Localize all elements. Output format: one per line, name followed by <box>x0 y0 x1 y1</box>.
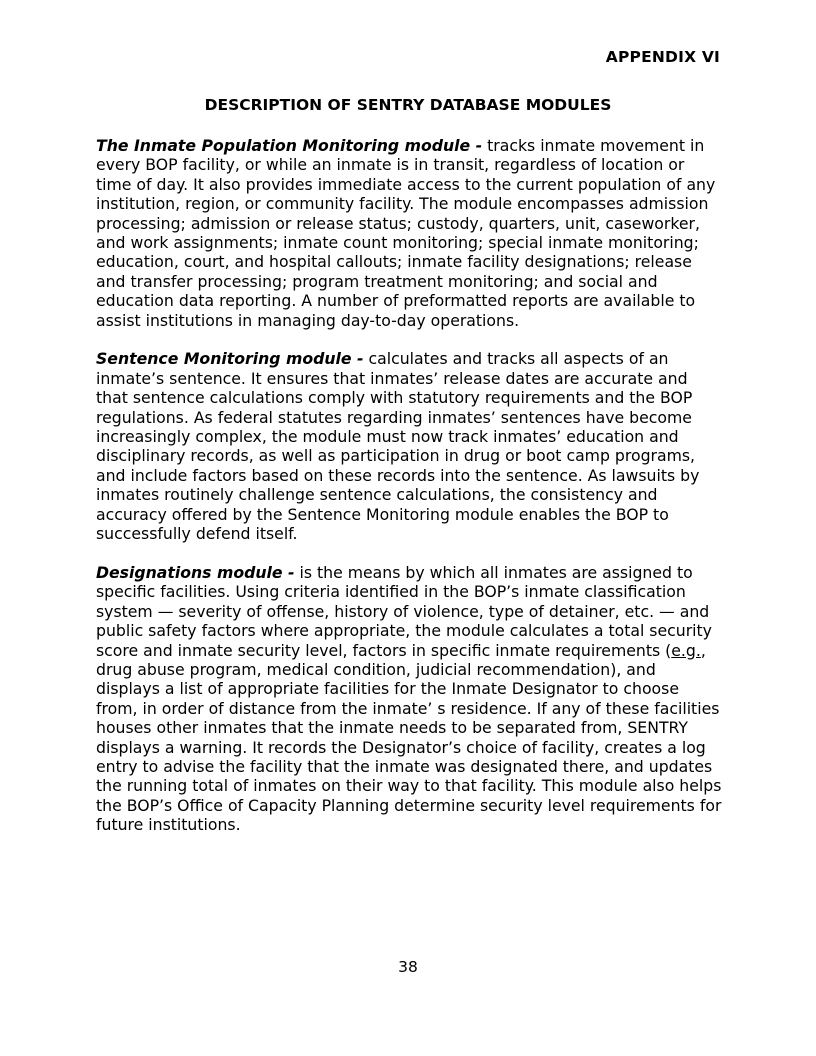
paragraph-inmate-population-monitoring <box>96 136 722 330</box>
paragraph-text: , drug abuse program, medical condition, judicial recommendation), and displays a list of appropriate facilities for the Inmate Designator to choose from, in order of distance from the inmate’ s residence. If any of these facilities houses other inmates that the inmate needs to be separated from, SENTRY displays a warning. It records the Designator’s choice of facility, creates a log entry to advise the facility that the inmate was designated there, and updates the running total of inmates on their way to that facility. This module also helps the BOP’s Office of Capacity Planning determine security level requirements for future institutions. <box>96 640 722 835</box>
paragraph-sentence-monitoring <box>96 349 722 543</box>
paragraph-text: tracks inmate movement in every BOP facility, or while an inmate is in transit, regardless of location or time of day. It also provides immediate access to the current population of any institution, region, or community facility. The module encompasses admission processing; admission or release status; custody, quarters, unit, caseworker, and work assignments; inmate count monitoring; special inmate monitoring; education, court, and hospital callouts; inmate facility designations; release and transfer processing; program treatment monitoring; and social and education data reporting. A number of preformatted reports are available to assist institutions in managing day-to-day operations. <box>96 136 716 330</box>
paragraph-lead: The Inmate Population Monitoring module - <box>96 136 483 155</box>
appendix-label: APPENDIX VI <box>605 48 720 66</box>
document-title: DESCRIPTION OF SENTRY DATABASE MODULES <box>204 96 612 114</box>
paragraph-designations <box>96 563 722 835</box>
paragraph-lead: Designations module - <box>96 562 295 582</box>
paragraph-text: calculates and tracks all aspects of an inmate’s sentence. It ensures that inmates’ release dates are accurate and that sentence calculations comply with statutory requirements and the BOP regulations. As federal statutes regarding inmates’ sentences have become increasingly complex, the module must now track inmates’ education and disciplinary records, as well as participation in drug or boot camp programs, and include factors based on these records into the sentence. As lawsuits by inmates routinely challenge sentence calculations, the consistency and accuracy offered by the Sentence Monitoring module enables the BOP to successfully defend itself. <box>96 349 700 544</box>
document-body <box>96 136 722 854</box>
paragraph-text: is the means by which all inmates are assigned to specific facilities. Using criteria identified in the BOP’s inmate classification system — severity of offense, history of violence, type of detainer, etc. — and public safety factors where appropriate, the module calculates a total security score and inmate security level, factors in specific inmate requirements ( <box>96 562 712 660</box>
underlined-abbreviation: e.g. <box>671 640 701 660</box>
paragraph-lead: Sentence Monitoring module - <box>96 349 364 369</box>
page-number: 38 <box>398 958 418 976</box>
